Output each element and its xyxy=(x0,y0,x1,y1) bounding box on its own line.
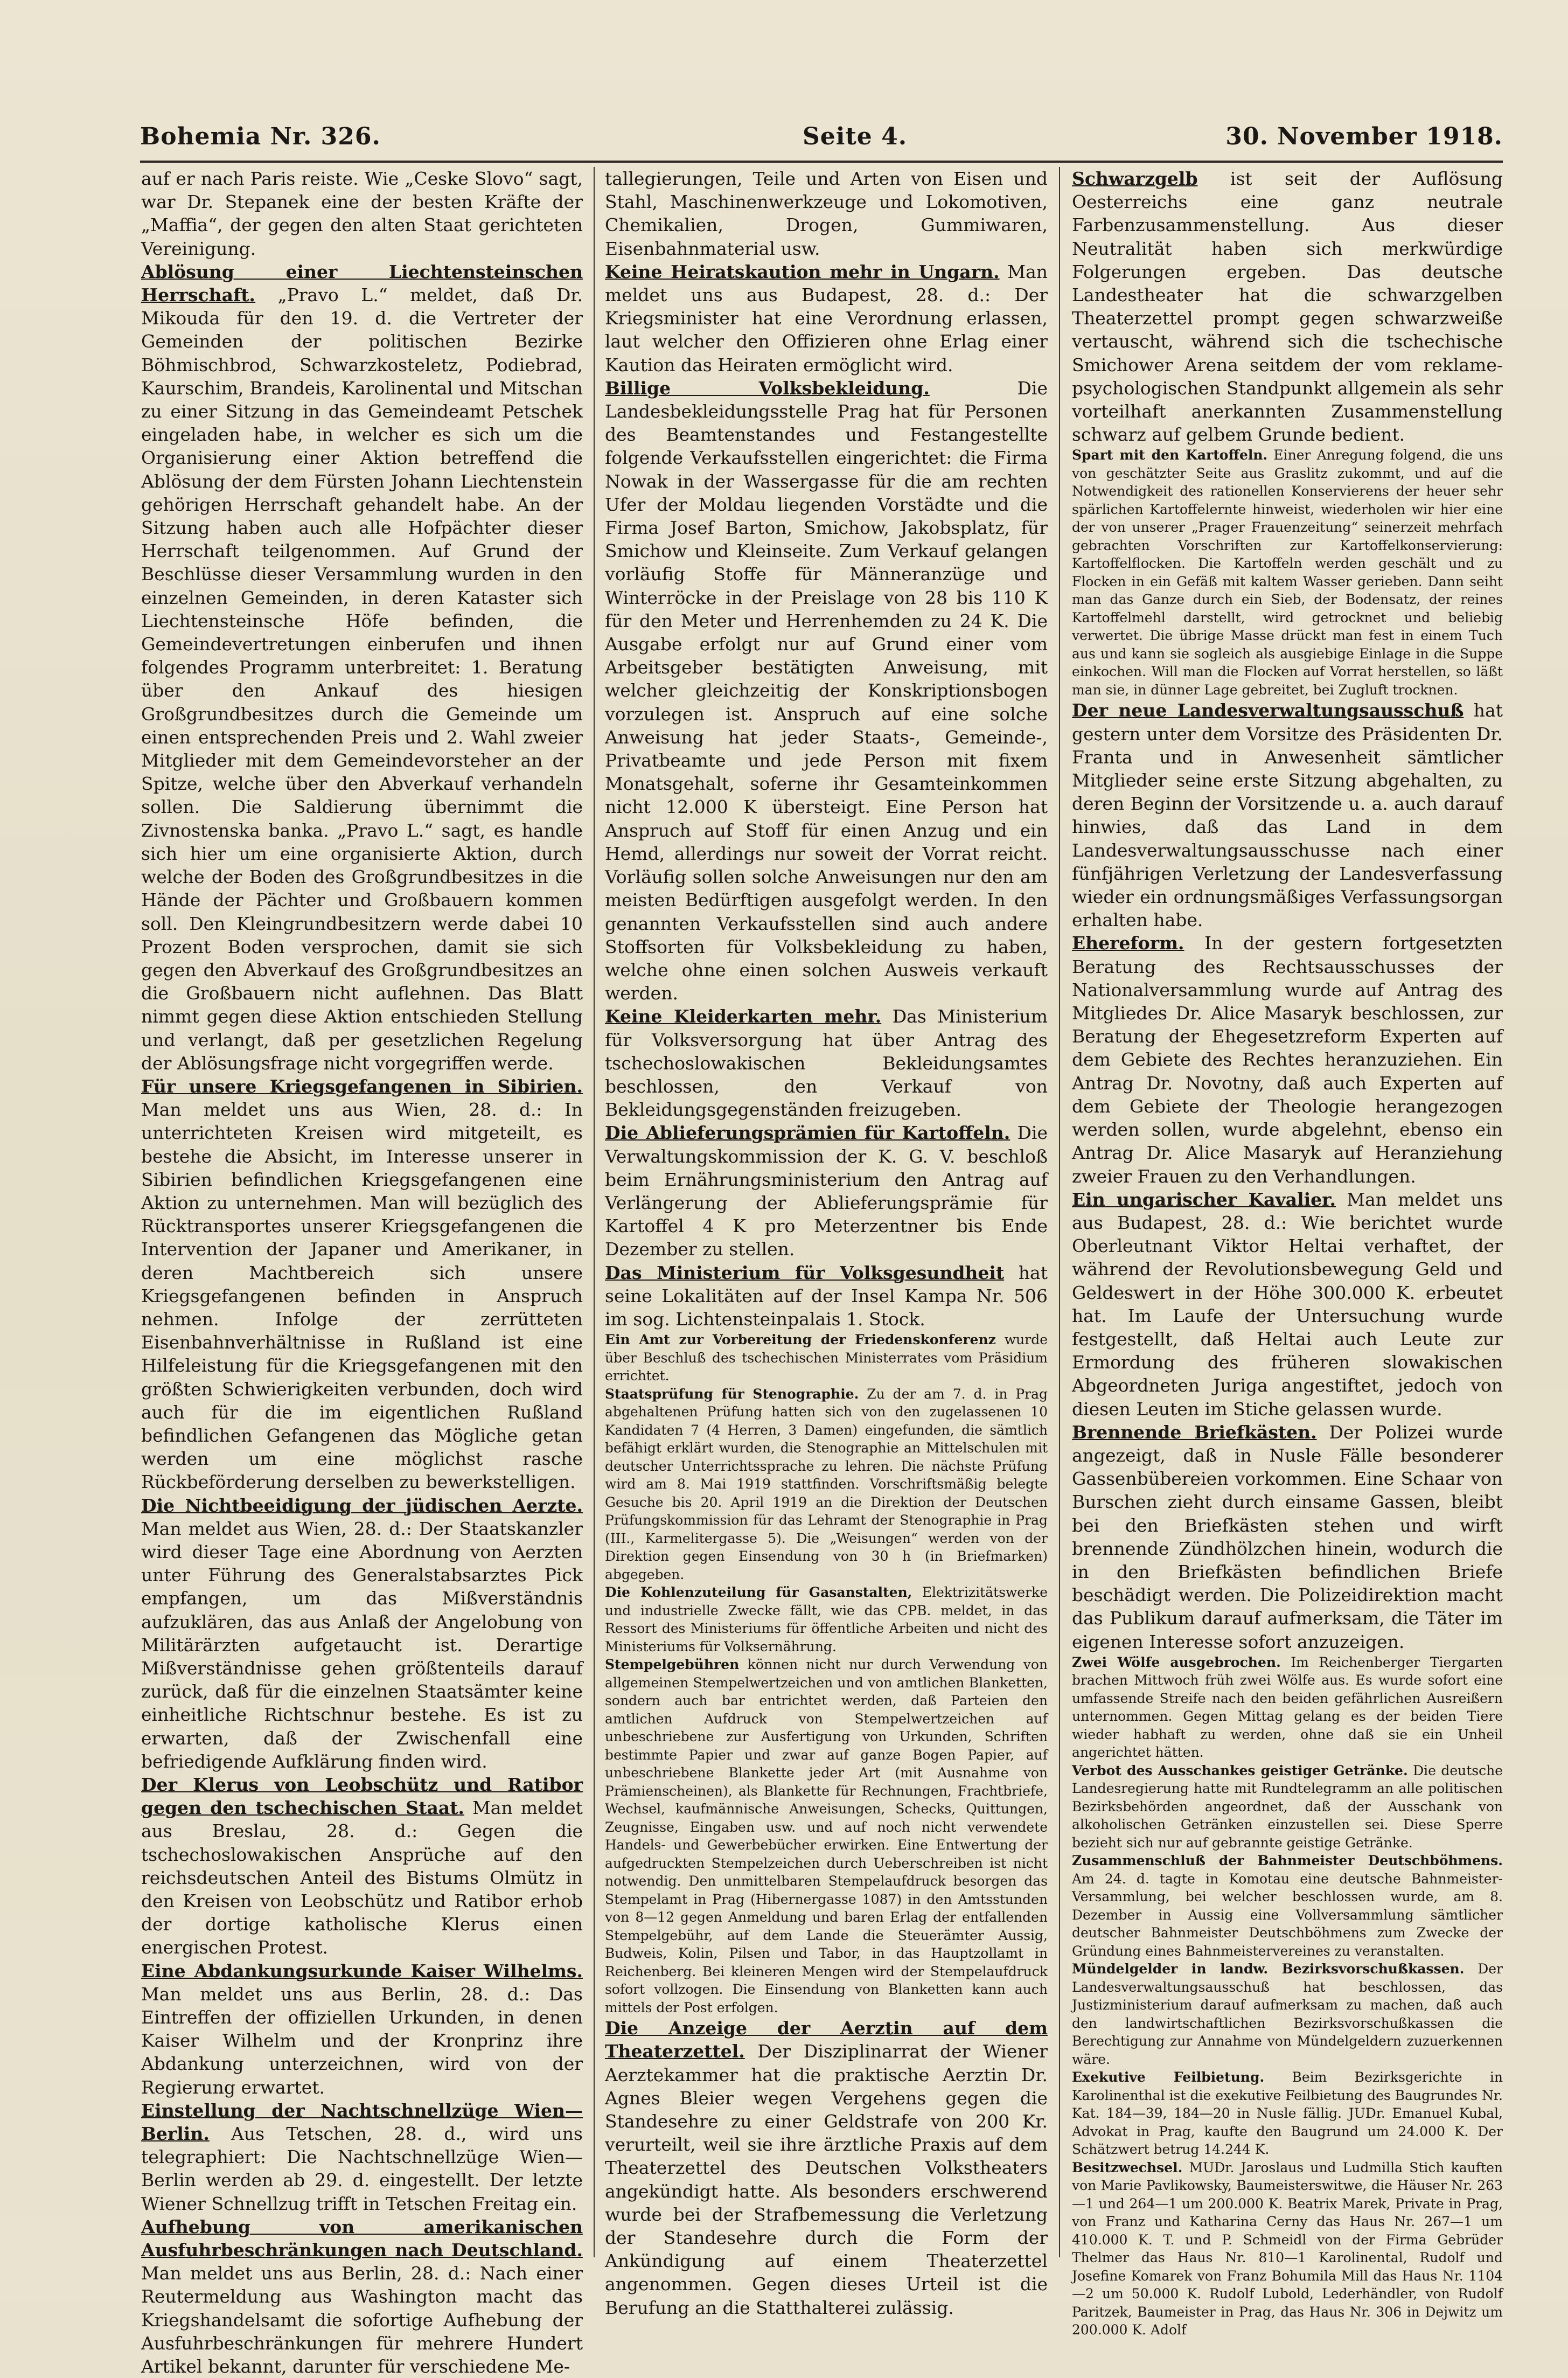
article-body: Der Polizei wurde angezeigt, daß in Nusle Fälle besonderer Gassenbübereien vorkommen. Eine Schaar von Burschen zieht durch einsame Gassen, bleibt bei den Briefkästen stehen und wirft brennende Zündhölzchen hinein, wodurch die in den Briefkästen befindlichen Briefe beschädigt werden. Die Polizeidirektion macht das Publikum darauf aufmerksam, die Täter im eigenen Interesse sofort anzuzeigen. xyxy=(1072,1421,1503,1652)
article-body: Am 24. d. tagte in Komotau eine deutsche Bahnmeister-Versammlung, bei welcher beschlossen wurde, am 8. Dezember in Aussig eine Vollversammlung sämtlicher deutscher Bahnmeister Deutschböhmens zum Zwecke der Gründung eines Bahnmeistervereines zu veranstalten. xyxy=(1072,1871,1503,1959)
article xyxy=(605,1385,1048,1584)
article xyxy=(1072,167,1503,446)
article xyxy=(605,1583,1048,1656)
header-rule xyxy=(140,161,1503,163)
article-body: Das Ministerium für Volksversorgung hat über Antrag des tschechoslowakischen Bekleidungsamtes beschlossen, den Verkauf von Bekleidungsgegenständen freizugeben. xyxy=(605,1006,1048,1121)
article xyxy=(141,1773,583,1959)
article-headline: Ein Amt zur Vorbereitung der Friedenskonferenz xyxy=(605,1332,996,1348)
page-number: Seite 4. xyxy=(803,123,908,150)
article-headline: Ein ungarischer Kavalier. xyxy=(1072,1188,1336,1210)
article-headline: Zwei Wölfe ausgebrochen. xyxy=(1072,1654,1281,1670)
article-headline: Einstellung der Nachtschnellzüge Wien—Berlin. xyxy=(141,2099,583,2145)
article-body: Man meldet uns aus Berlin, 28. d.: Das Eintreffen der offiziellen Urkunden, in denen Kaiser Wilhelm und der Kronprinz ihre Abdankung unterzeichnen, wird von der Regierung erwartet. xyxy=(141,1983,583,2098)
article-headline: Billige Volksbekleidung. xyxy=(605,377,930,399)
article xyxy=(141,2099,583,2215)
article-body: In der gestern fortgesetzten Beratung des Rechtsausschusses der Nationalversammlung wurde auf Antrag des Mitgliedes Dr. Alice Masaryk beschlossen, zur Beratung der Ehegesetzreform Experten auf dem Gebiete des Rechtes heranzuziehen. Ein Antrag Dr. Novotny, daß auch Experten auf dem Gebiete der Theologie herangezogen werden sollen, wurde abgelehnt, ebenso ein Antrag Dr. Alice Masaryk auf Heranziehung zweier Frauen zu den Verhandlungen. xyxy=(1072,933,1503,1187)
article-body: „Pravo L.“ meldet, daß Dr. Mikouda für den 19. d. die Vertreter der Gemeinden der politischen Bezirke Böhmischbrod, Schwarzkosteletz, Podiebrad, Kaurschim, Brandeis, Karolinental und Mitschan zu einer Sitzung in das Gemeindeamt Petschek eingeladen habe, in welcher es sich um die Organisierung einer Aktion betreffend die Ablösung der dem Fürsten Johann Liechtenstein gehörigen Herrschaft gehandelt habe. An der Sitzung haben auch alle Hofpächter dieser Herrschaft teilgenommen. Auf Grund der Beschlüsse dieser Versammlung wurden in den einzelnen Gemeinden, in deren Kataster sich Liechtensteinsche Höfe befinden, die Gemeindevertretungen einberufen und ihnen folgendes Programm unterbreitet: 1. Beratung über den Ankauf des hiesigen Großgrundbesitzes durch die Gemeinde um einen entsprechenden Preis und 2. Wahl zweier Mitglieder mit dem Gemeindevorsteher an der Spitze, welche über den Abverkauf verhandeln sollen. Die Saldierung übernimmt die Zivnostenska banka. „Pravo L.“ sagt, es handle sich hier um eine organisierte Aktion, durch welche der Boden des Großgrundbesitzes in die Hände der Pächter und Großbauern kommen soll. Den Kleingrundbesitzern werde dabei 10 Prozent Boden versprochen, damit sie sich gegen den Abverkauf des Großgrundbesitzes an die Großbauern nicht auflehnen. Das Blatt nimmt gegen diese Aktion entschieden Stellung und verlangt, daß per gesetzlichen Regelung der Ablösungsfrage nicht vorgegriffen werde. xyxy=(141,284,583,1074)
column-1 xyxy=(141,167,583,2377)
column-divider xyxy=(1059,167,1060,2257)
article xyxy=(1072,446,1503,699)
article-headline: Verbot des Ausschankes geistiger Getränke. xyxy=(1072,1762,1408,1778)
article xyxy=(1072,1852,1503,1960)
article-body: hat gestern unter dem Vorsitze des Präsidenten Dr. Franta und in Anwesenheit sämtlicher Mitglieder seine erste Sitzung abgehalten, zu deren Beginn der Vorsitzende u. a. auch darauf hinwies, daß das Land in dem Landesverwaltungsausschusse nach einer fünfjährigen Verletzung der Landesverfassung wieder ein ordnungsmäßiges Verfassungsorgan erhalten habe. xyxy=(1072,700,1503,931)
article-body: hat seine Lokalitäten auf der Insel Kampa Nr. 506 im sog. Lichtensteinpalais 1. Stock. xyxy=(605,1262,1048,1330)
article xyxy=(141,167,583,260)
article-body: Die deutsche Landesregierung hatte mit Rundtelegramm an alle politischen Bezirksbehörden angeordnet, daß der Ausschank von alkoholischen Getränken einzustellen sei. Diese Sperre bezieht sich nur auf gebrannte geistige Getränke. xyxy=(1072,1762,1503,1851)
article-body: Einer Anregung folgend, die uns von geschätzter Seite aus Graslitz zukommt, und auf die Notwendigkeit des rationellen Konservierens der heuer sehr spärlichen Kartoffelernte hinweist, wiederholen wir hier eine der von unserer „Prager Frauenzeitung“ seinerzeit mehrfach gebrachten Vorschriften zur Kartoffelkonservierung: Kartoffelflocken. Die Kartoffeln werden geschält und zu Flocken in ein Gefäß mit kaltem Wasser gerieben. Dann seiht man das Ganze durch ein Sieb, der Bodensatz, der reines Kartoffelmehl darstellt, wird getrocknet und beliebig verwertet. Die übrige Masse drückt man fest in einem Tuch aus und kann sie sogleich als ausgiebige Einlage in die Suppe einkochen. Will man die Flocken auf Vorrat herstellen, so läßt man sie, in dünner Lage gebreitet, bei Zugluft trocknen. xyxy=(1072,447,1503,698)
article xyxy=(1072,1188,1503,1421)
article xyxy=(1072,931,1503,1187)
article xyxy=(1072,2159,1503,2339)
article-body: auf er nach Paris reiste. Wie „Ceske Slovo“ sagt, war Dr. Stepanek eine der besten Kräfte der „Maffia“, der gegen den alten Staat gerichteten Vereinigung. xyxy=(141,168,583,259)
article-body: tallegierungen, Teile und Arten von Eisen und Stahl, Maschinenwerkzeuge und Lokomotiven, Chemikalien, Drogen, Gummiwaren, Eisenbahnmaterial usw. xyxy=(605,168,1048,259)
article xyxy=(605,1261,1048,1331)
article-headline: Besitzwechsel. xyxy=(1072,2159,1183,2175)
article-headline: Schwarzgelb xyxy=(1072,168,1198,189)
article xyxy=(1072,1960,1503,2068)
article xyxy=(141,260,583,1075)
article-headline: Die Nichtbeeidigung der jüdischen Aerzte. xyxy=(141,1494,583,1516)
article xyxy=(1072,1421,1503,1653)
article-headline: Für unsere Kriegsgefangenen in Sibirien. xyxy=(141,1075,583,1097)
article-body: Beim Bezirksgerichte in Karolinenthal ist die exekutive Feilbietung des Baugrundes Nr. Kat. 184—39, 184—20 in Nusle fällig. JUDr. Emanuel Kubal, Advokat in Prag, kaufte den Baugrund um 24.000 K. Der Schätzwert betrug 14.244 K. xyxy=(1072,2069,1503,2158)
article-body: Zu der am 7. d. in Prag abgehaltenen Prüfung hatten sich von den zugelassenen 10 Kandidaten 7 (4 Herren, 3 Damen) eingefunden, die sämtlich befähigt erklärt wurden, die Stenographie an Mittelschulen mit deutscher Unterrichtssprache zu lehren. Die nächste Prüfung wird am 8. Mai 1919 stattfinden. Vorschriftsmäßig belegte Gesuche bis 20. April 1919 an die Direktion der Deutschen Prüfungskommission für das Lehramt der Stenographie in Prag (III., Karmelitergasse 5). Die „Weisungen“ werden von der Direktion gegen Einsendung von 30 h (in Briefmarken) abgegeben. xyxy=(605,1386,1048,1582)
article-body: ist seit der Auflösung Oesterreichs eine ganz neutrale Farbenzusammenstellung. Aus dieser Neutralität haben sich merkwürdige Folgerungen ergeben. Das deutsche Landestheater hat die schwarzgelben Theaterzettel prompt gegen schwarzweiße vertauscht, während sich die tschechische Smichower Arena seitdem der vom reklame-psychologischen Standpunkt allgemein als sehr vorteilhaft anerkannten Zusammenstellung schwarz auf gelbem Grunde bedient. xyxy=(1072,168,1503,446)
article-body: Man meldet aus Wien, 28. d.: Der Staatskanzler wird dieser Tage eine Abordnung von Aerzten unter Führung des Generalstabsarztes Pick empfangen, um das Mißverständnis aufzuklären, das aus Anlaß der Angelobung von Militärärzten aufgetaucht ist. Derartige Mißverständnisse gehen größtenteils darauf zurück, daß für die einzelnen Staatsämter keine einheitliche Richtschnur bestehe. Es ist zu erwarten, daß der Zwischenfall eine befriedigende Aufklärung finden wird. xyxy=(141,1518,583,1772)
article-headline: Zusammenschluß der Bahnmeister Deutschböhmens. xyxy=(1072,1853,1503,1869)
article-headline: Die Anzeige der Aerztin auf dem Theaterzettel. xyxy=(605,2018,1048,2062)
article-headline: Die Kohlenzuteilung für Gasanstalten, xyxy=(605,1584,912,1601)
column-2 xyxy=(605,167,1048,2318)
article xyxy=(605,167,1048,260)
article xyxy=(141,1959,583,2099)
article-headline: Stempelgebühren xyxy=(605,1657,740,1673)
article-headline: Staatsprüfung für Stenographie. xyxy=(605,1386,859,1402)
article xyxy=(605,2017,1048,2319)
article-headline: Exekutive Feilbietung. xyxy=(1072,2069,1265,2085)
paper-issue: Bohemia Nr. 326. xyxy=(140,123,381,150)
article-body: können nicht nur durch Verwendung von allgemeinen Stempelwertzeichen und von amtlichen Blanketten, sondern auch bar entrichtet werden, daß Parteien den amtlichen Aufdruck von Stempelwertzeichen auf unbeschriebene zur Ausfertigung von Urkunden, Schriften bestimmte Papier und zwar auf ganze Bogen Papier, auf unbeschriebene Blankette jeder Art (mit Ausnahme von Prämienscheinen), als Blankette für Rechnungen, Frachtbriefe, Wechsel, kaufmännische Anweisungen, Schecks, Quittungen, Zeugnisse, Eingaben usw. und auf noch nicht verwendete Handels- und Gewerbebücher erwirken. Eine Entwertung der aufgedruckten Stempelzeichen durch Ueberschreiben ist nicht notwendig. Den unmittelbaren Stempelaufdruck besorgen das Stempelamt in Prag (Hibernergasse 1087) in den Amtsstunden von 8—12 gegen Anmeldung und baren Erlag der entfallenden Stempelgebühr, auf dem Lande die Steuerämter Aussig, Budweis, Kolin, Pilsen und Tabor, in das Hauptzollamt in Reichenberg. Bei kleineren Mengen wird der Stempelaufdruck sofort vollzogen. Die Einsendung von Blanketten kann auch mittels der Post erfolgen. xyxy=(605,1657,1048,2015)
article-headline: Keine Kleiderkarten mehr. xyxy=(605,1006,882,1027)
article-headline: Keine Heiratskaution mehr in Ungarn. xyxy=(605,261,1000,282)
article xyxy=(605,1121,1048,1261)
article-body: Man meldet uns aus Budapest, 28. d.: Wie berichtet wurde Oberleutnant Viktor Heltai verhaftet, der während der Revolutionsbewegung Geld und Geldeswert in der Höhe 300.000 K. erbeutet hat. Im Laufe der Untersuchung wurde festgestellt, daß Heltai auch Leute zur Ermordung des früheren slowakischen Abgeordneten Juriga angestiftet, jedoch von diesen Leuten im Stiche gelassen wurde. xyxy=(1072,1188,1503,1420)
article-headline: Brennende Briefkästen. xyxy=(1072,1421,1317,1443)
article-body: Man meldet uns aus Wien, 28. d.: In unterrichteten Kreisen wird mitgeteilt, es bestehe die Absicht, im Interesse unserer in Sibirien befindlichen Kriegsgefangenen eine Aktion zu unternehmen. Man will bezüglich des Rücktransportes unserer Kriegsgefangenen die Intervention der Japaner und Amerikaner, in deren Machtbereich sich unsere Kriegsgefangenen befinden in Anspruch nehmen. Infolge der zerrütteten Eisenbahnverhältnisse in Rußland ist eine Hilfeleistung für die Kriegsgefangenen mit den größten Schwierigkeiten verbunden, doch wird auch für die im eigentlichen Rußland befindlichen Gefangenen das Mögliche getan werden um eine möglichst rasche Rückbeförderung derselben zu bewerkstelligen. xyxy=(141,1099,583,1493)
article-headline: Ablösung einer Liechtensteinschen Herrschaft. xyxy=(141,261,583,306)
article xyxy=(1072,1762,1503,1852)
article-headline: Aufhebung von amerikanischen Ausfuhrbeschränkungen nach Deutschland. xyxy=(141,2216,583,2261)
article xyxy=(1072,699,1503,931)
article-body: MUDr. Jaroslaus und Ludmilla Stich kauften von Marie Pavlikowsky, Baumeisterswitwe, die Häuser Nr. 263—1 und 264—1 um 200.000 K. Beatrix Marek, Private in Prag, von Franz und Katharina Cerny das Haus Nr. 267—1 um 410.000 K. T. und P. Schmeidl von der Firma Gebrüder Thelmer das Haus Nr. 810—1 Karolinental, Rudolf und Josefine Komarek von Franz Bohumila Mill das Haus Nr. 1104—2 um 50.000 K. Rudolf Lubold, Lederhändler, von Rudolf Paritzek, Baumeister in Prag, das Haus Nr. 306 in Dejwitz um 200.000 K. Adolf xyxy=(1072,2159,1503,2338)
issue-date: 30. November 1918. xyxy=(1225,123,1503,150)
article-headline: Der neue Landesverwaltungsausschuß xyxy=(1072,700,1464,721)
article xyxy=(141,2215,583,2378)
article-headline: Die Ablieferungsprämien für Kartoffeln. xyxy=(605,1122,1011,1144)
article xyxy=(1072,2068,1503,2159)
article xyxy=(1072,1653,1503,1762)
article-headline: Ehereform. xyxy=(1072,933,1184,954)
article-body: Der Landesverwaltungsausschuß hat beschlossen, das Justizministerium darauf aufmerksam zu machen, daß auch den landwirtschaftlichen Bezirksvorschußkassen die Berechtigung zur Annahme von Mündelgeldern zuzuerkennen wäre. xyxy=(1072,1961,1503,2067)
article-body: Im Reichenberger Tiergarten brachen Mittwoch früh zwei Wölfe aus. Es wurde sofort eine umfassende Streife nach den beiden gefährlichen Ausreißern unternommen. Gegen Mittag gelang es der beiden Tiere wieder habhaft zu werden, ohne daß sie ein Unheil angerichtet hätten. xyxy=(1072,1654,1503,1761)
article xyxy=(605,377,1048,1005)
article xyxy=(141,1494,583,1773)
article-body: Man meldet uns aus Berlin, 28. d.: Nach einer Reutermeldung aus Washington macht das Kriegshandelsamt die sofortige Aufhebung der Ausfuhrbeschränkungen für mehrere Hundert Artikel bekannt, darunter für verschiedene Me- xyxy=(141,2263,583,2377)
article-headline: Spart mit den Kartoffeln. xyxy=(1072,447,1268,463)
column-3 xyxy=(1072,167,1503,2338)
article xyxy=(141,1075,583,1494)
column-divider xyxy=(594,167,595,2257)
article-headline: Mündelgelder in landw. Bezirksvorschußkassen. xyxy=(1072,1961,1465,1977)
page-header xyxy=(140,123,1503,155)
article-headline: Eine Abdankungsurkunde Kaiser Wilhelms. xyxy=(141,1960,583,1981)
article-headline: Der Klerus von Leobschütz und Ratibor gegen den tschechischen Staat. xyxy=(141,1774,583,1819)
article-body: Der Disziplinarrat der Wiener Aerztekammer hat die praktische Aerztin Dr. Agnes Bleier wegen Vergehens gegen die Standesehre zu einer Geldstrafe von 200 Kr. verurteilt, weil sie ihre ärztliche Praxis auf dem Theaterzettel des Deutschen Volkstheaters angekündigt hatte. Als besonders erschwerend wurde bei der Strafbemessung die Verletzung der Standesehre durch die Form der Ankündigung auf einem Theaterzettel angenommen. Gegen dieses Urteil ist die Berufung an die Statthalterei zulässig. xyxy=(605,2041,1048,2318)
article-body: Die Landesbekleidungsstelle Prag hat für Personen des Beamtenstandes und Festangestellte folgende Verkaufsstellen eingerichtet: die Firma Nowak in der Wassergasse für die am rechten Ufer der Moldau liegenden Vorstädte und die Firma Josef Barton, Smichow, Jakobsplatz, für Smichow und Kleinseite. Zum Verkauf gelangen vorläufig Stoffe für Männeranzüge und Winterröcke in der Preislage von 28 bis 110 K für den Meter und Herrenhemden zu 24 K. Die Ausgabe erfolgt nur auf Grund einer vom Arbeitsgeber bestätigten Anweisung, mit welcher gleichzeitig der Konskriptionsbogen vorzulegen ist. Anspruch auf eine solche Anweisung hat jeder Staats-, Gemeinde-, Privatbeamte und jede Person mit fixem Monatsgehalt, soferne ihr Gesamteinkommen nicht 12.000 K übersteigt. Eine Person hat Anspruch auf Stoff für einen Anzug und ein Hemd, allerdings nur soweit der Vorrat reicht. Vorläufig sollen solche Anweisungen nur den am meisten Bedürftigen ausgefolgt werden. In den genannten Verkaufsstellen sind auch andere Stoffsorten für Volksbekleidung zu haben, welche ohne einen solchen Ausweis verkauft werden. xyxy=(605,377,1048,1004)
article xyxy=(605,1005,1048,1121)
article-headline: Das Ministerium für Volksgesundheit xyxy=(605,1262,1005,1283)
article xyxy=(605,1331,1048,1385)
article-body: wurde über Beschluß des tschechischen Ministerrates vom Präsidium errichtet. xyxy=(605,1332,1048,1384)
article-body: Elektrizitätswerke und industrielle Zwecke fällt, wie das CPB. meldet, in das Ressort des Ministeriums für öffentliche Arbeiten und nicht des Ministeriums für Volksernährung. xyxy=(605,1584,1048,1654)
article xyxy=(605,1656,1048,2017)
article-body: Man meldet aus Breslau, 28. d.: Gegen die tschechoslowakischen Ansprüche auf den reichsdeutschen Anteil des Bistums Olmütz in den Kreisen von Leobschütz und Ratibor erhob der dortige katholische Klerus einen energischen Protest. xyxy=(141,1797,583,1958)
article-body: Man meldet uns aus Budapest, 28. d.: Der Kriegsminister hat eine Verordnung erlassen, laut welcher den Offizieren ohne Erlag einer Kaution das Heiraten ermöglicht wird. xyxy=(605,261,1048,376)
article-body: Die Verwaltungskommission der K. G. V. beschloß beim Ernährungsministerium den Antrag auf Verlängerung der Ablieferungsprämie für Kartoffel 4 K pro Meterzentner bis Ende Dezember zu stellen. xyxy=(605,1122,1048,1260)
article-body: Aus Tetschen, 28. d., wird uns telegraphiert: Die Nachtschnellzüge Wien—Berlin werden ab 29. d. eingestellt. Der letzte Wiener Schnellzug trifft in Tetschen Freitag ein. xyxy=(141,2123,583,2214)
article xyxy=(605,260,1048,377)
